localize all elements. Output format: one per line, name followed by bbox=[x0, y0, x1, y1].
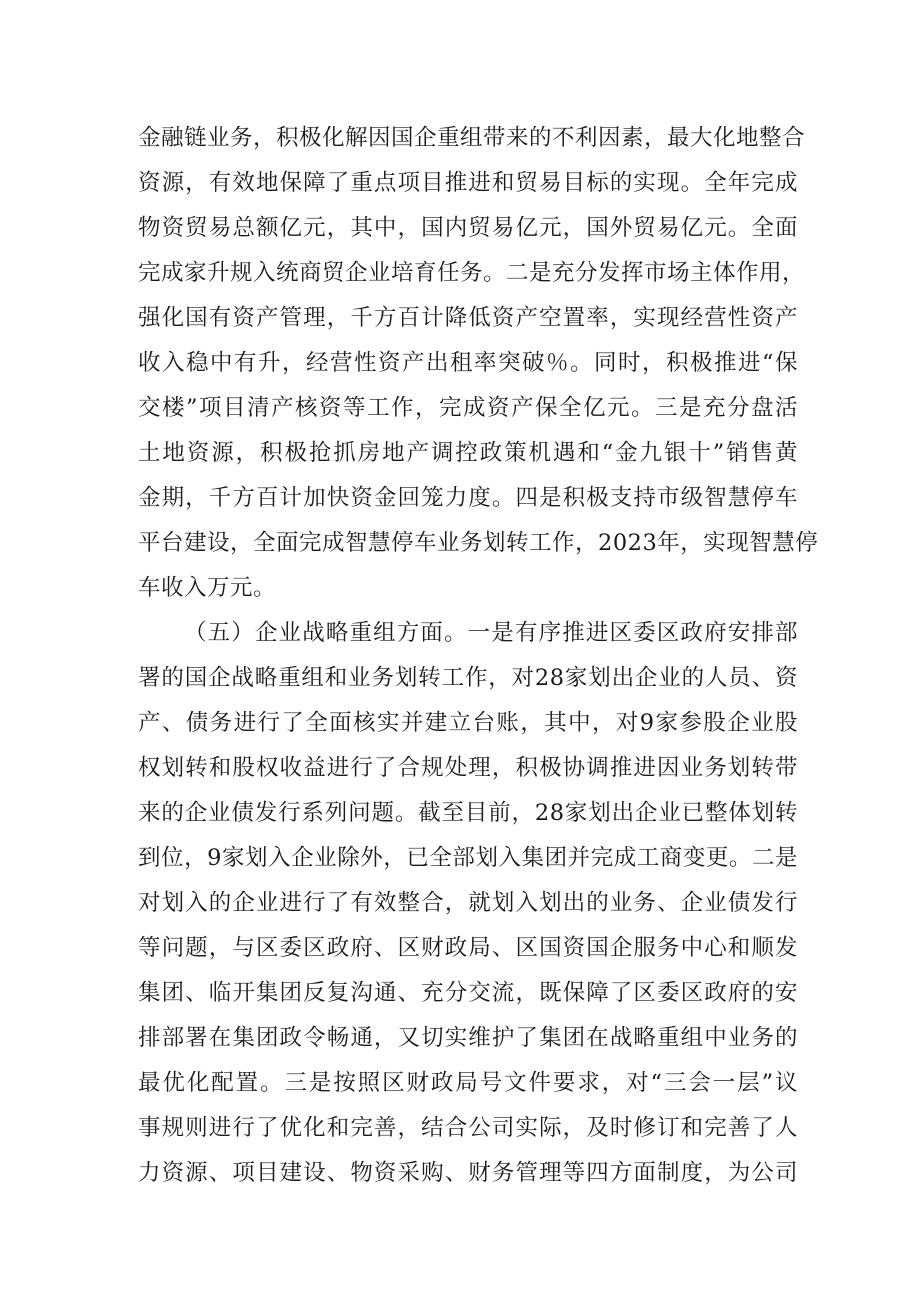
text-line: 强化国有资产管理，千方百计降低资产空置率，实现经营性资产 bbox=[138, 305, 798, 331]
text-line: 等问题，与区委区政府、区财政局、区国资国企服务中心和顺发 bbox=[138, 935, 798, 961]
text-line: 到位，9家划入企业除外，已全部划入集团并完成工商变更。二是 bbox=[138, 845, 798, 871]
text-line: 力资源、项目建设、物资采购、财务管理等四方面制度，为公司 bbox=[138, 1160, 798, 1186]
text-line: 集团、临开集团反复沟通、充分交流，既保障了区委区政府的安 bbox=[138, 980, 798, 1006]
text-line: 权划转和股权收益进行了合规处理，积极协调推进因业务划转带 bbox=[138, 755, 798, 781]
text-line: 完成家升规入统商贸企业培育任务。二是充分发挥市场主体作用， bbox=[138, 260, 806, 286]
text-line: 物资贸易总额亿元，其中，国内贸易亿元，国外贸易亿元。全面 bbox=[138, 215, 798, 241]
text-line: 产、债务进行了全面核实并建立台账，其中，对9家参股企业股 bbox=[138, 710, 798, 736]
text-line: 土地资源，积极抢抓房地产调控政策机遇和“金九银十”销售黄 bbox=[138, 440, 798, 466]
text-line: 最优化配置。三是按照区财政局号文件要求，对“三会一层”议 bbox=[138, 1070, 798, 1096]
text-line: 车收入万元。 bbox=[138, 575, 277, 601]
text-line: 排部署在集团政令畅通，又切实维护了集团在战略重组中业务的 bbox=[138, 1025, 798, 1051]
text-line: 金期，千方百计加快资金回笼力度。四是积极支持市级智慧停车 bbox=[138, 485, 798, 511]
text-line: 金融链业务，积极化解因国企重组带来的不利因素，最大化地整合 bbox=[138, 125, 806, 151]
text-line: 对划入的企业进行了有效整合，就划入划出的业务、企业债发行 bbox=[138, 890, 798, 916]
text-line: 事规则进行了优化和完善，结合公司实际，及时修订和完善了人 bbox=[138, 1115, 798, 1141]
text-line: 来的企业债发行系列问题。截至目前，28家划出企业已整体划转 bbox=[138, 800, 798, 826]
text-line: 交楼”项目清产核资等工作，完成资产保全亿元。三是充分盘活 bbox=[138, 395, 798, 421]
section-heading-line: （五）企业战略重组方面。一是有序推进区委区政府安排部 bbox=[184, 620, 798, 646]
text-line: 资源，有效地保障了重点项目推进和贸易目标的实现。全年完成 bbox=[138, 170, 798, 196]
text-line: 署的国企战略重组和业务划转工作，对28家划出企业的人员、资 bbox=[138, 665, 798, 691]
text-line: 平台建设，全面完成智慧停车业务划转工作，2023年，实现智慧停 bbox=[138, 530, 819, 556]
text-line: 收入稳中有升，经营性资产出租率突破％。同时，积极推进“保 bbox=[138, 350, 798, 376]
